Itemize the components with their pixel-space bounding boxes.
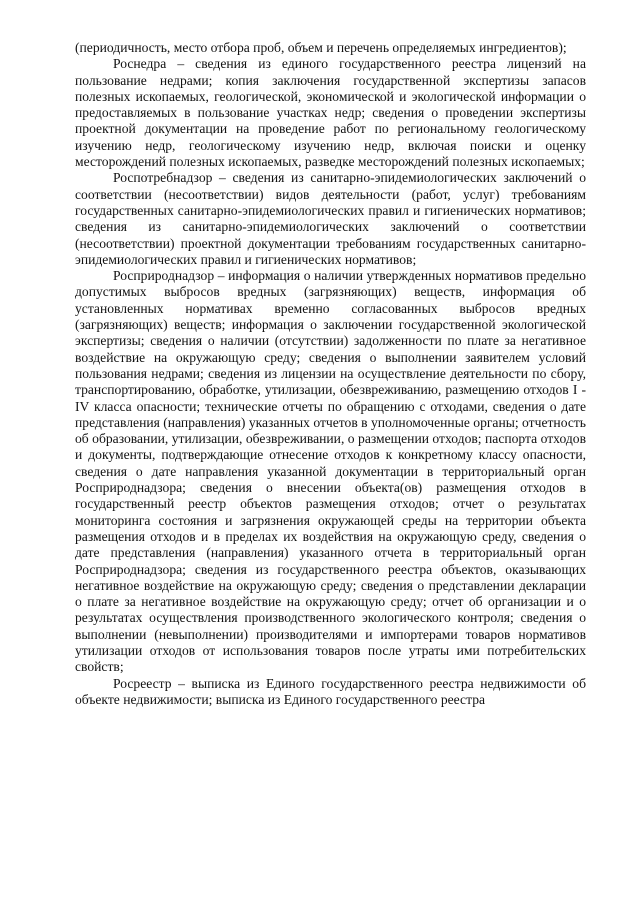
paragraph-rosprirodnadzor: Росприроднадзор – информация о наличии утвержденных нормативов предельно допустимых выбросов вредных (загрязняющих) веществ, информация об установленных нормативах временно согласованных выбросов вредных (загрязняющих) веществ; информация о заключении государственной экологической экспертизы; сведения о наличии (отсутствии) задолженности по плате за негативное воздействие на окружающую среду; сведения о выполнении заявителем условий пользования недрами; сведения из лицензии на осуществление деятельности по сбору, транспортированию, обработке, утилизации, обезвреживанию, размещению отходов I - IV класса опасности; технические отчеты по обращению с отходами, сведения о дате представления (направления) указанных отчетов в уполномоченные органы; отчетность об образовании, утилизации, обезвреживании, о размещении отходов; паспорта отходов и документы, подтверждающие отнесение отходов к конкретному классу опасности, сведения о дате направления указанной документации в территориальный орган Росприроднадзора; сведения о внесении объекта(ов) размещения отходов в государственный реестр объектов размещения отходов; отчет о результатах мониторинга состояния и загрязнения окружающей среды на территории объекта размещения отходов и в пределах их воздействия на окружающую среду, сведения о дате представления (направления) указанного отчета в территориальный орган Росприроднадзора; сведения из государственного реестра объектов, оказывающих негативное воздействие на окружающую среду; сведения о представлении декларации о плате за негативное воздействие на окружающую среду; отчет об организации и о результатах осуществления производственного экологического контроля; сведения о выполнении (невыполнении) производителями и импортерами товаров нормативов утилизации отходов от использования товаров после утраты ими потребительских свойств; [75, 268, 587, 675]
paragraph-rosnedra: Роснедра – сведения из единого государственного реестра лицензий на пользование недрами; копия заключения государственной экспертизы запасов полезных ископаемых, геологической, экономической и экологической информации о предоставляемых в пользование участках недр; сведения о проведении экспертизы проектной документации на проведение работ по региональному геологическому изучению недр, геологическому изучению недр, включая поиски и оценку месторождений полезных ископаемых, разведке месторождений полезных ископаемых; [75, 56, 586, 170]
paragraph-rospotrebnadzor: Роспотребнадзор – сведения из санитарно-эпидемиологических заключений о соответствии (несоответствии) видов деятельности (работ, услуг) требованиям государственных санитарно-эпидемиологических правил и гигиенических нормативов; сведения из санитарно-эпидемиологических заключений о соответствии (несоответствии) проектной документации требованиям государственных санитарно-эпидемиологических правил и гигиенических нормативов; [75, 170, 586, 267]
paragraph-continuation: (периодичность, место отбора проб, объем и перечень определяемых ингредиентов); [75, 40, 567, 55]
document-page [75, 40, 586, 708]
paragraph-rosreestr: Росреестр – выписка из Единого государственного реестра недвижимости об объекте недвижимости; выписка из Единого государственного реестра [75, 675, 586, 707]
